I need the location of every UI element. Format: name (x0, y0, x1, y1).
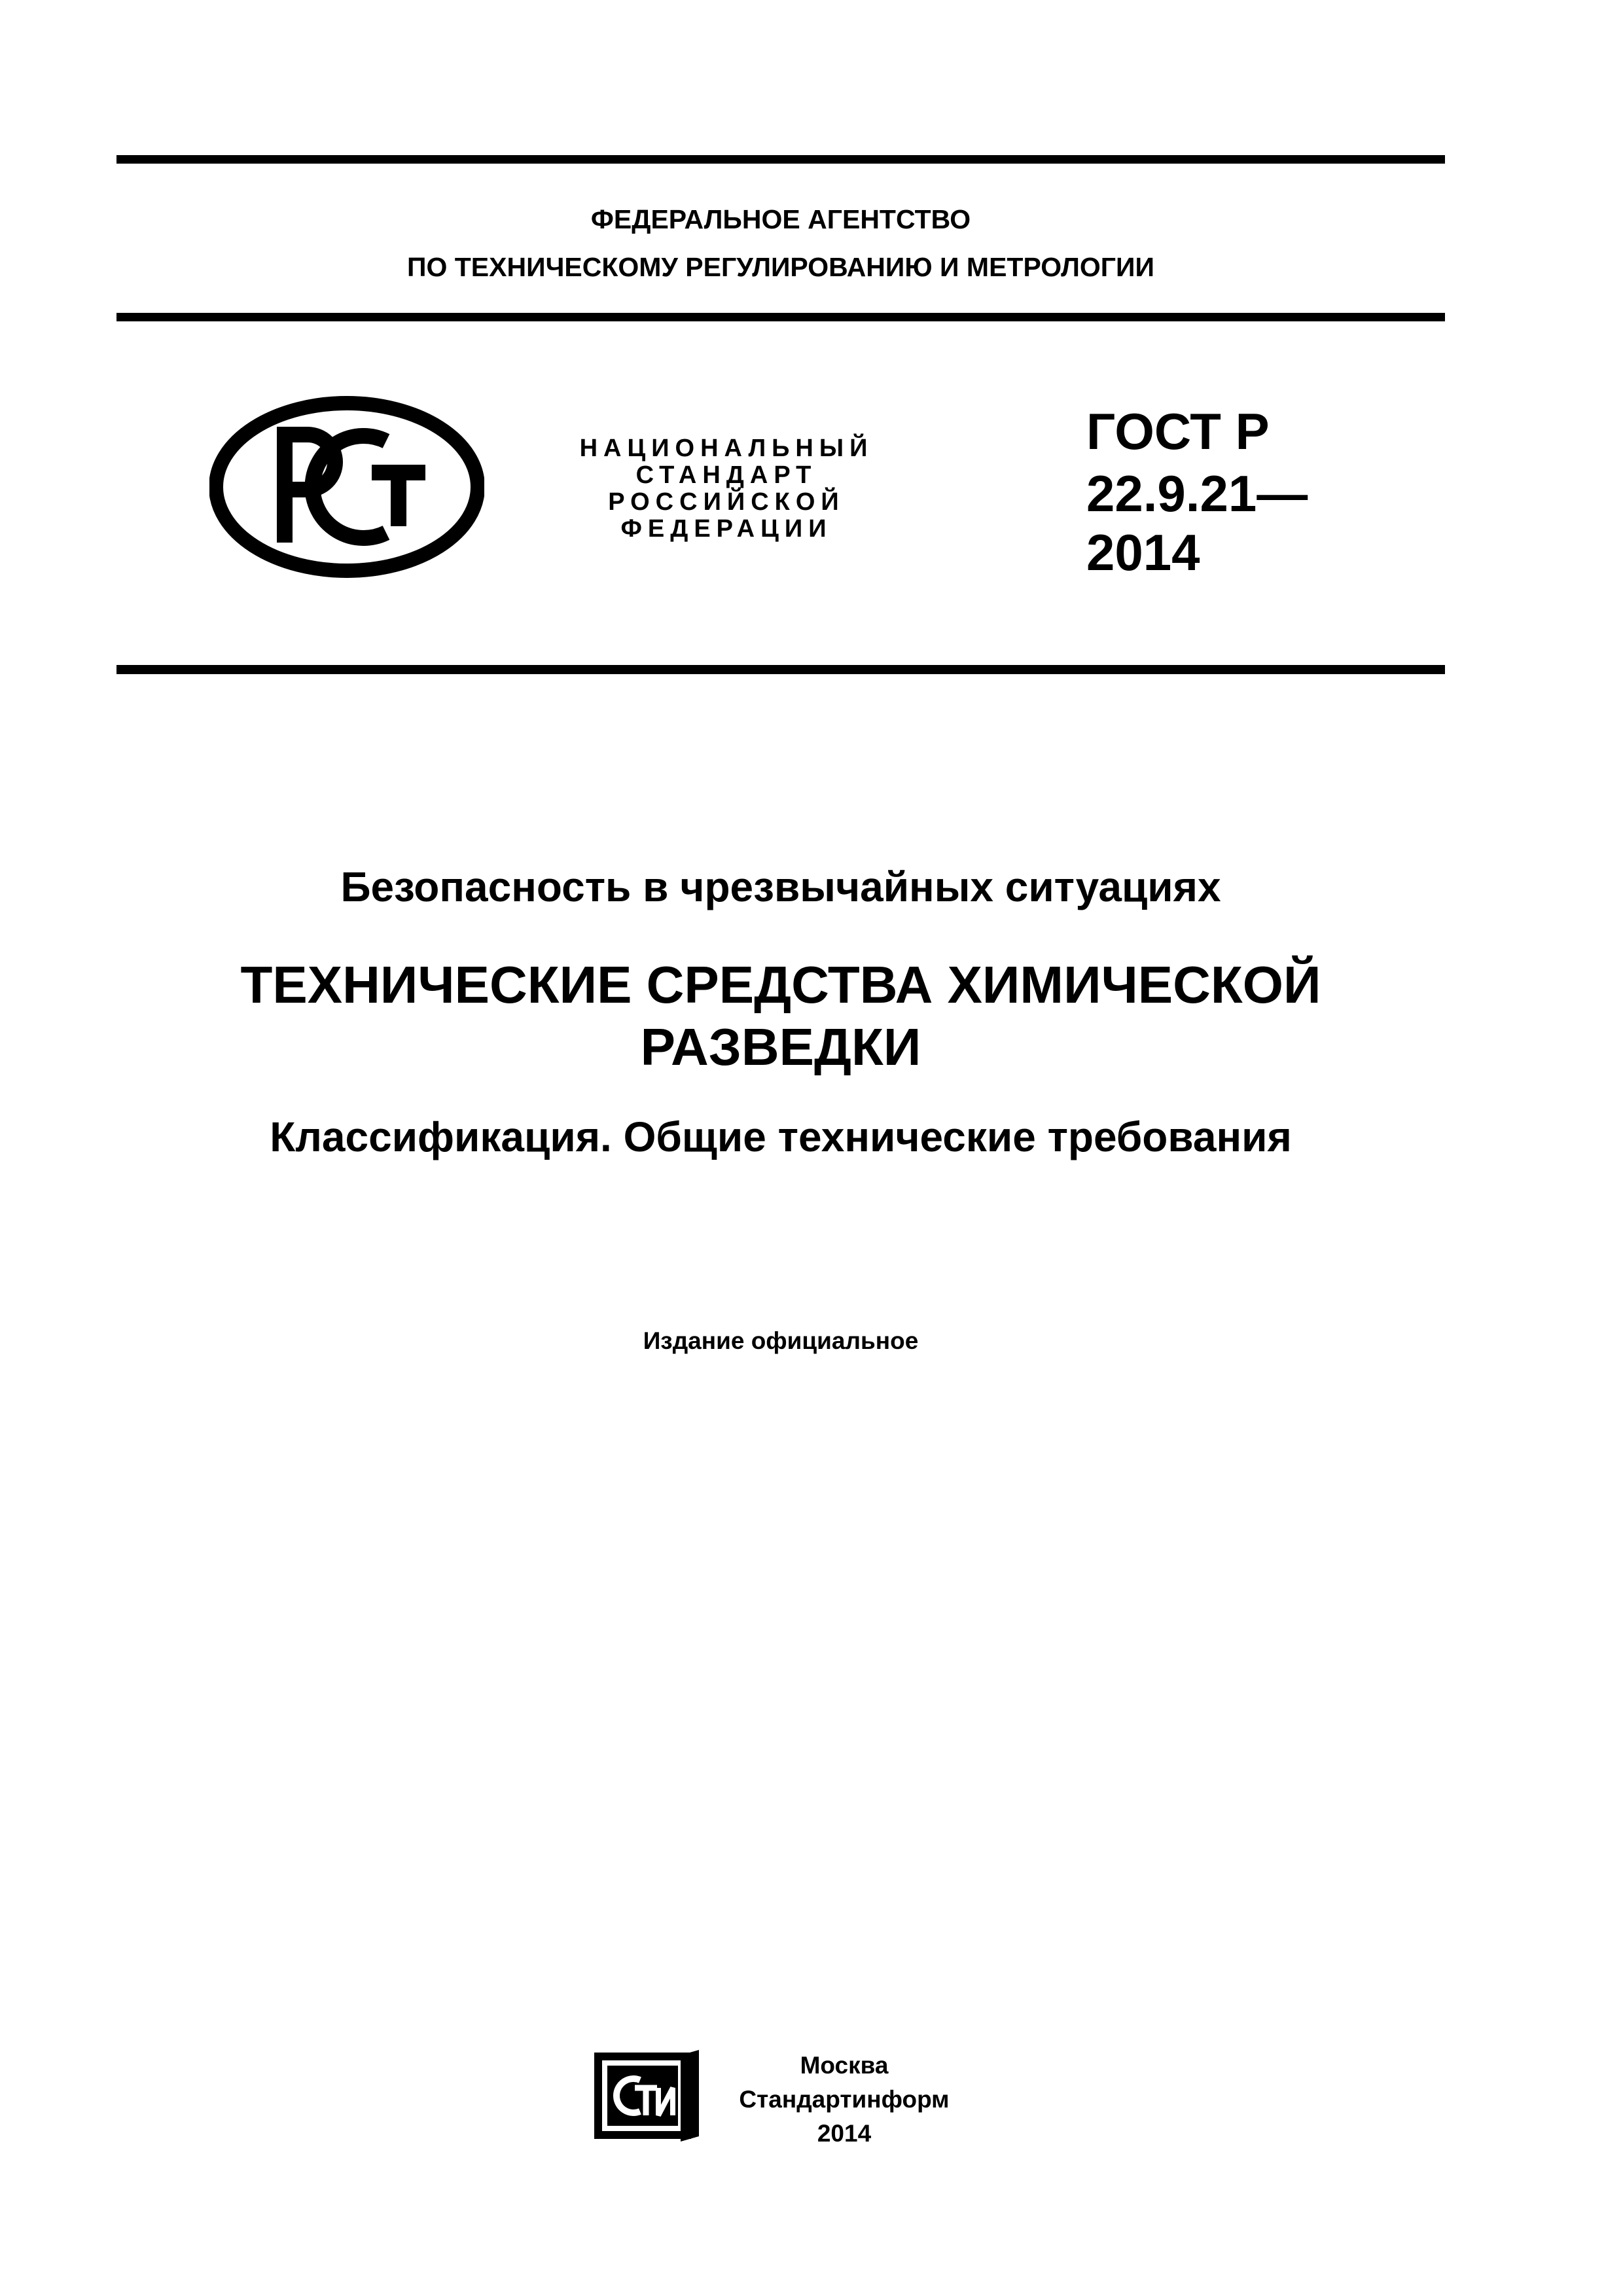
agency-line-2: ПО ТЕХНИЧЕСКОМУ РЕГУЛИРОВАНИЮ И МЕТРОЛОГИИ (407, 252, 1154, 282)
document-classification: Классификация. Общие технические требования (270, 1113, 1292, 1160)
standard-type-line-1: НАЦИОНАЛЬНЫЙ (579, 435, 874, 462)
rst-gost-emblem-icon (209, 395, 484, 579)
edition-label: Издание официальное (643, 1327, 919, 1354)
agency-line-1: ФЕДЕРАЛЬНОЕ АГЕНТСТВО (590, 204, 971, 234)
publisher-block (720, 2049, 969, 2151)
designation-line-3: 2014 (1086, 524, 1200, 581)
designation-line-2: 22.9.21— (1086, 465, 1308, 522)
document-title-line-1: ТЕХНИЧЕСКИЕ СРЕДСТВА ХИМИЧЕСКОЙ (240, 956, 1321, 1014)
publisher-year: 2014 (817, 2120, 872, 2147)
document-title-line-2: РАЗВЕДКИ (640, 1018, 921, 1076)
designation-line-1: ГОСТ Р (1086, 403, 1270, 460)
document-subtitle: Безопасность в чрезвычайных ситуациях (340, 863, 1221, 910)
standard-type-line-3: РОССИЙСКОЙ (608, 488, 845, 516)
designation-rule (116, 665, 1445, 674)
header-rule (116, 313, 1445, 321)
standartinform-logo-icon (589, 2047, 700, 2144)
top-rule (116, 155, 1445, 164)
standard-type-line-4: ФЕДЕРАЦИИ (620, 515, 832, 543)
publisher-name: Стандартинформ (739, 2086, 950, 2113)
standard-type-line-2: СТАНДАРТ (635, 461, 817, 489)
publisher-city: Москва (800, 2052, 889, 2079)
standard-type (543, 435, 910, 543)
